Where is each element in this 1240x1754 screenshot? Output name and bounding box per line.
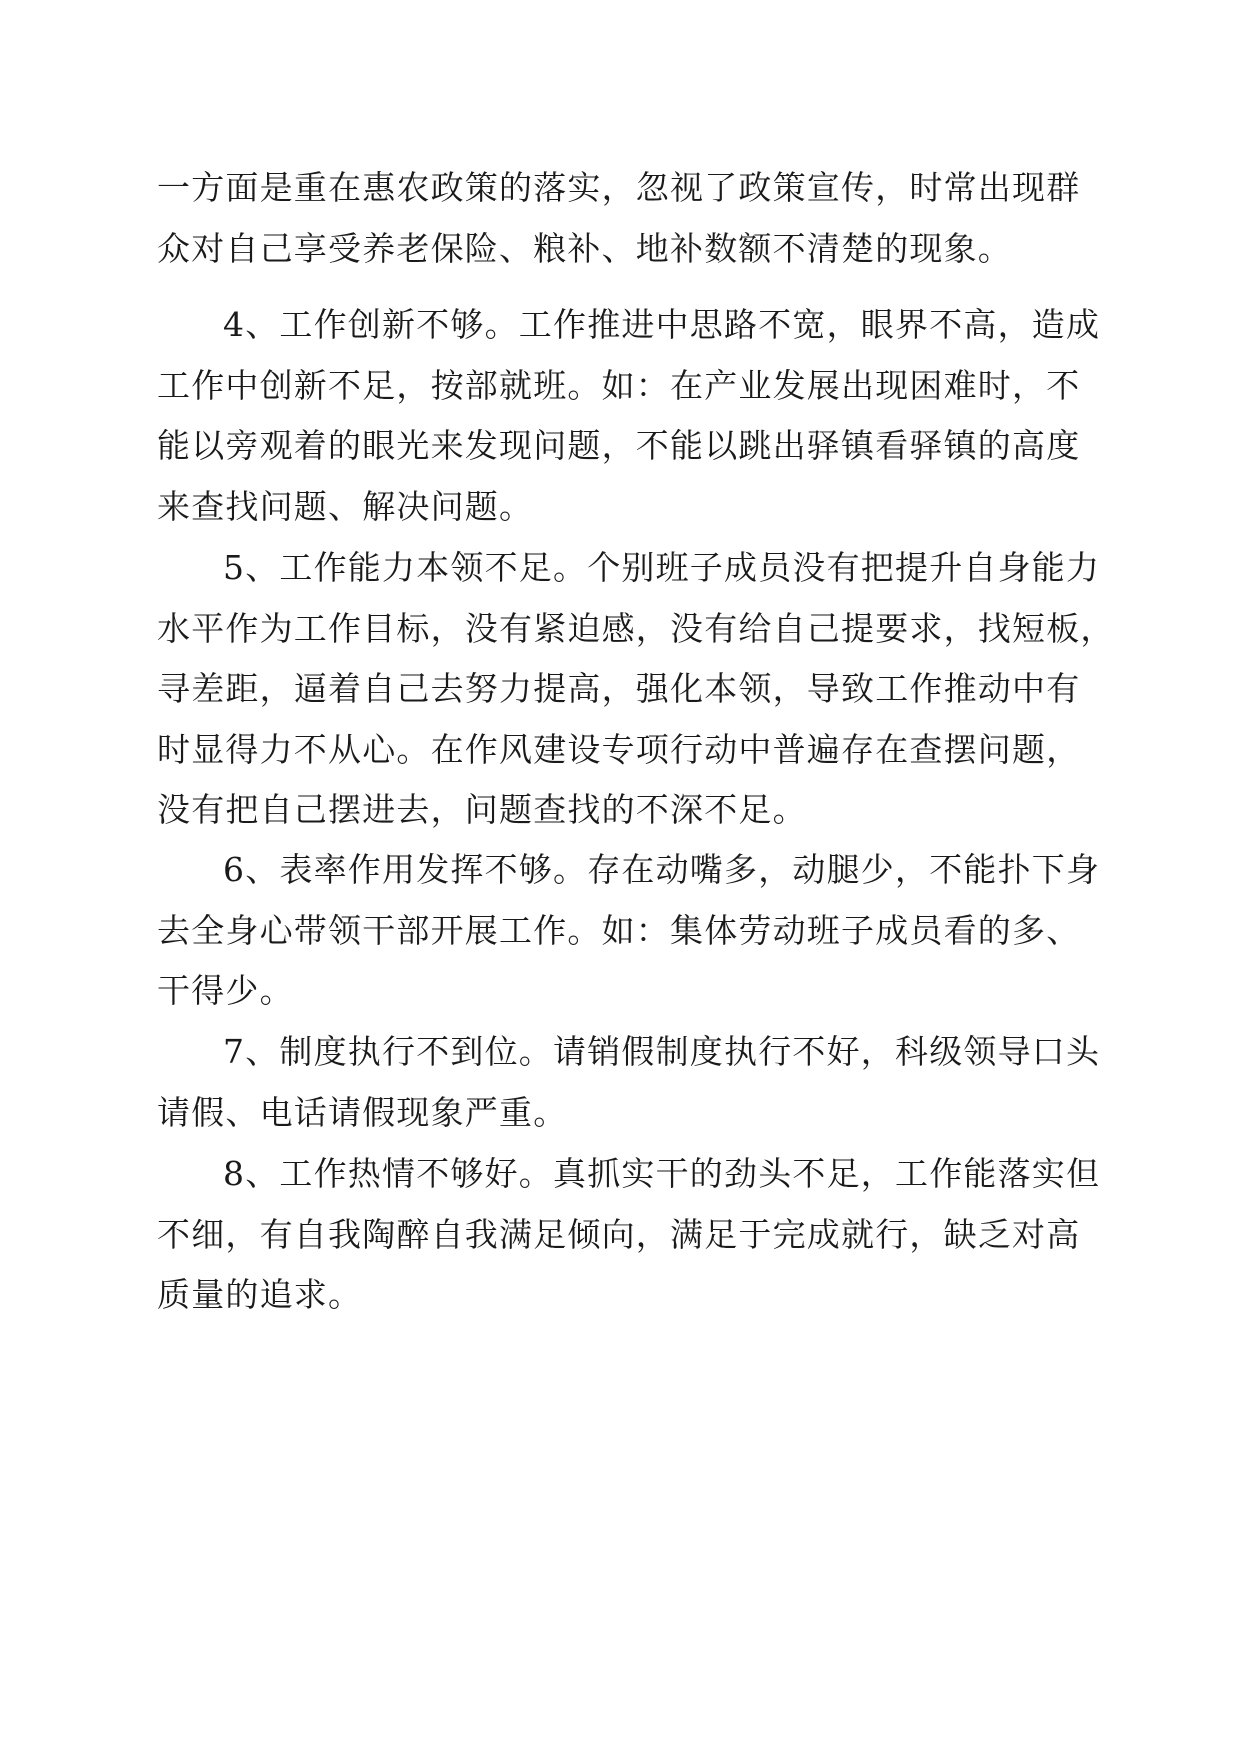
paragraph-item-4	[157, 295, 1101, 537]
text-line: 去全身心带领干部开展工作。如：集体劳动班子成员看的多、	[157, 910, 1081, 950]
text-line: 不细，有自我陶醉自我满足倾向，满足于完成就行，缺乏对高	[157, 1214, 1081, 1254]
text-line: 4、工作创新不够。工作推进中思路不宽，眼界不高，造成	[223, 305, 1101, 344]
paragraph-item-7	[157, 1022, 1101, 1143]
text-line: 7、制度执行不到位。请销假制度执行不好，科级领导口头	[223, 1032, 1101, 1071]
text-line: 寻差距，逼着自己去努力提高，强化本领，导致工作推动中有	[157, 669, 1081, 708]
text-line: 没有把自己摆进去，问题查找的不深不足。	[157, 790, 807, 829]
text-line: 8、工作热情不够好。真抓实干的劲头不足，工作能落实但	[223, 1154, 1101, 1193]
text-line: 一方面是重在惠农政策的落实，忽视了政策宣传，时常出现群	[157, 168, 1081, 207]
text-line: 水平作为工作目标，没有紧迫感，没有给自己提要求，找短板，	[157, 608, 1115, 648]
text-line: 工作中创新不足，按部就班。如：在产业发展出现困难时，不	[157, 365, 1081, 405]
text-line: 众对自己享受养老保险、粮补、地补数额不清楚的现象。	[157, 228, 1012, 268]
text-line: 5、工作能力本领不足。个别班子成员没有把提升自身能力	[223, 548, 1101, 587]
text-line: 干得少。	[157, 971, 294, 1010]
text-line: 6、表率作用发挥不够。存在动嘴多，动腿少，不能扑下身	[223, 850, 1101, 889]
text-line: 能以旁观着的眼光来发现问题，不能以跳出驿镇看驿镇的高度	[157, 426, 1081, 465]
text-line: 时显得力不从心。在作风建设专项行动中普遍存在查摆问题，	[157, 729, 1081, 769]
paragraph-continuation	[157, 158, 1081, 279]
text-line: 来查找问题、解决问题。	[157, 486, 534, 526]
paragraph-item-6	[157, 840, 1101, 1022]
paragraph-item-5	[157, 538, 1115, 841]
text-line: 质量的追求。	[157, 1275, 363, 1314]
text-line: 请假、电话请假现象严重。	[157, 1092, 568, 1132]
paragraph-item-8	[157, 1144, 1101, 1326]
